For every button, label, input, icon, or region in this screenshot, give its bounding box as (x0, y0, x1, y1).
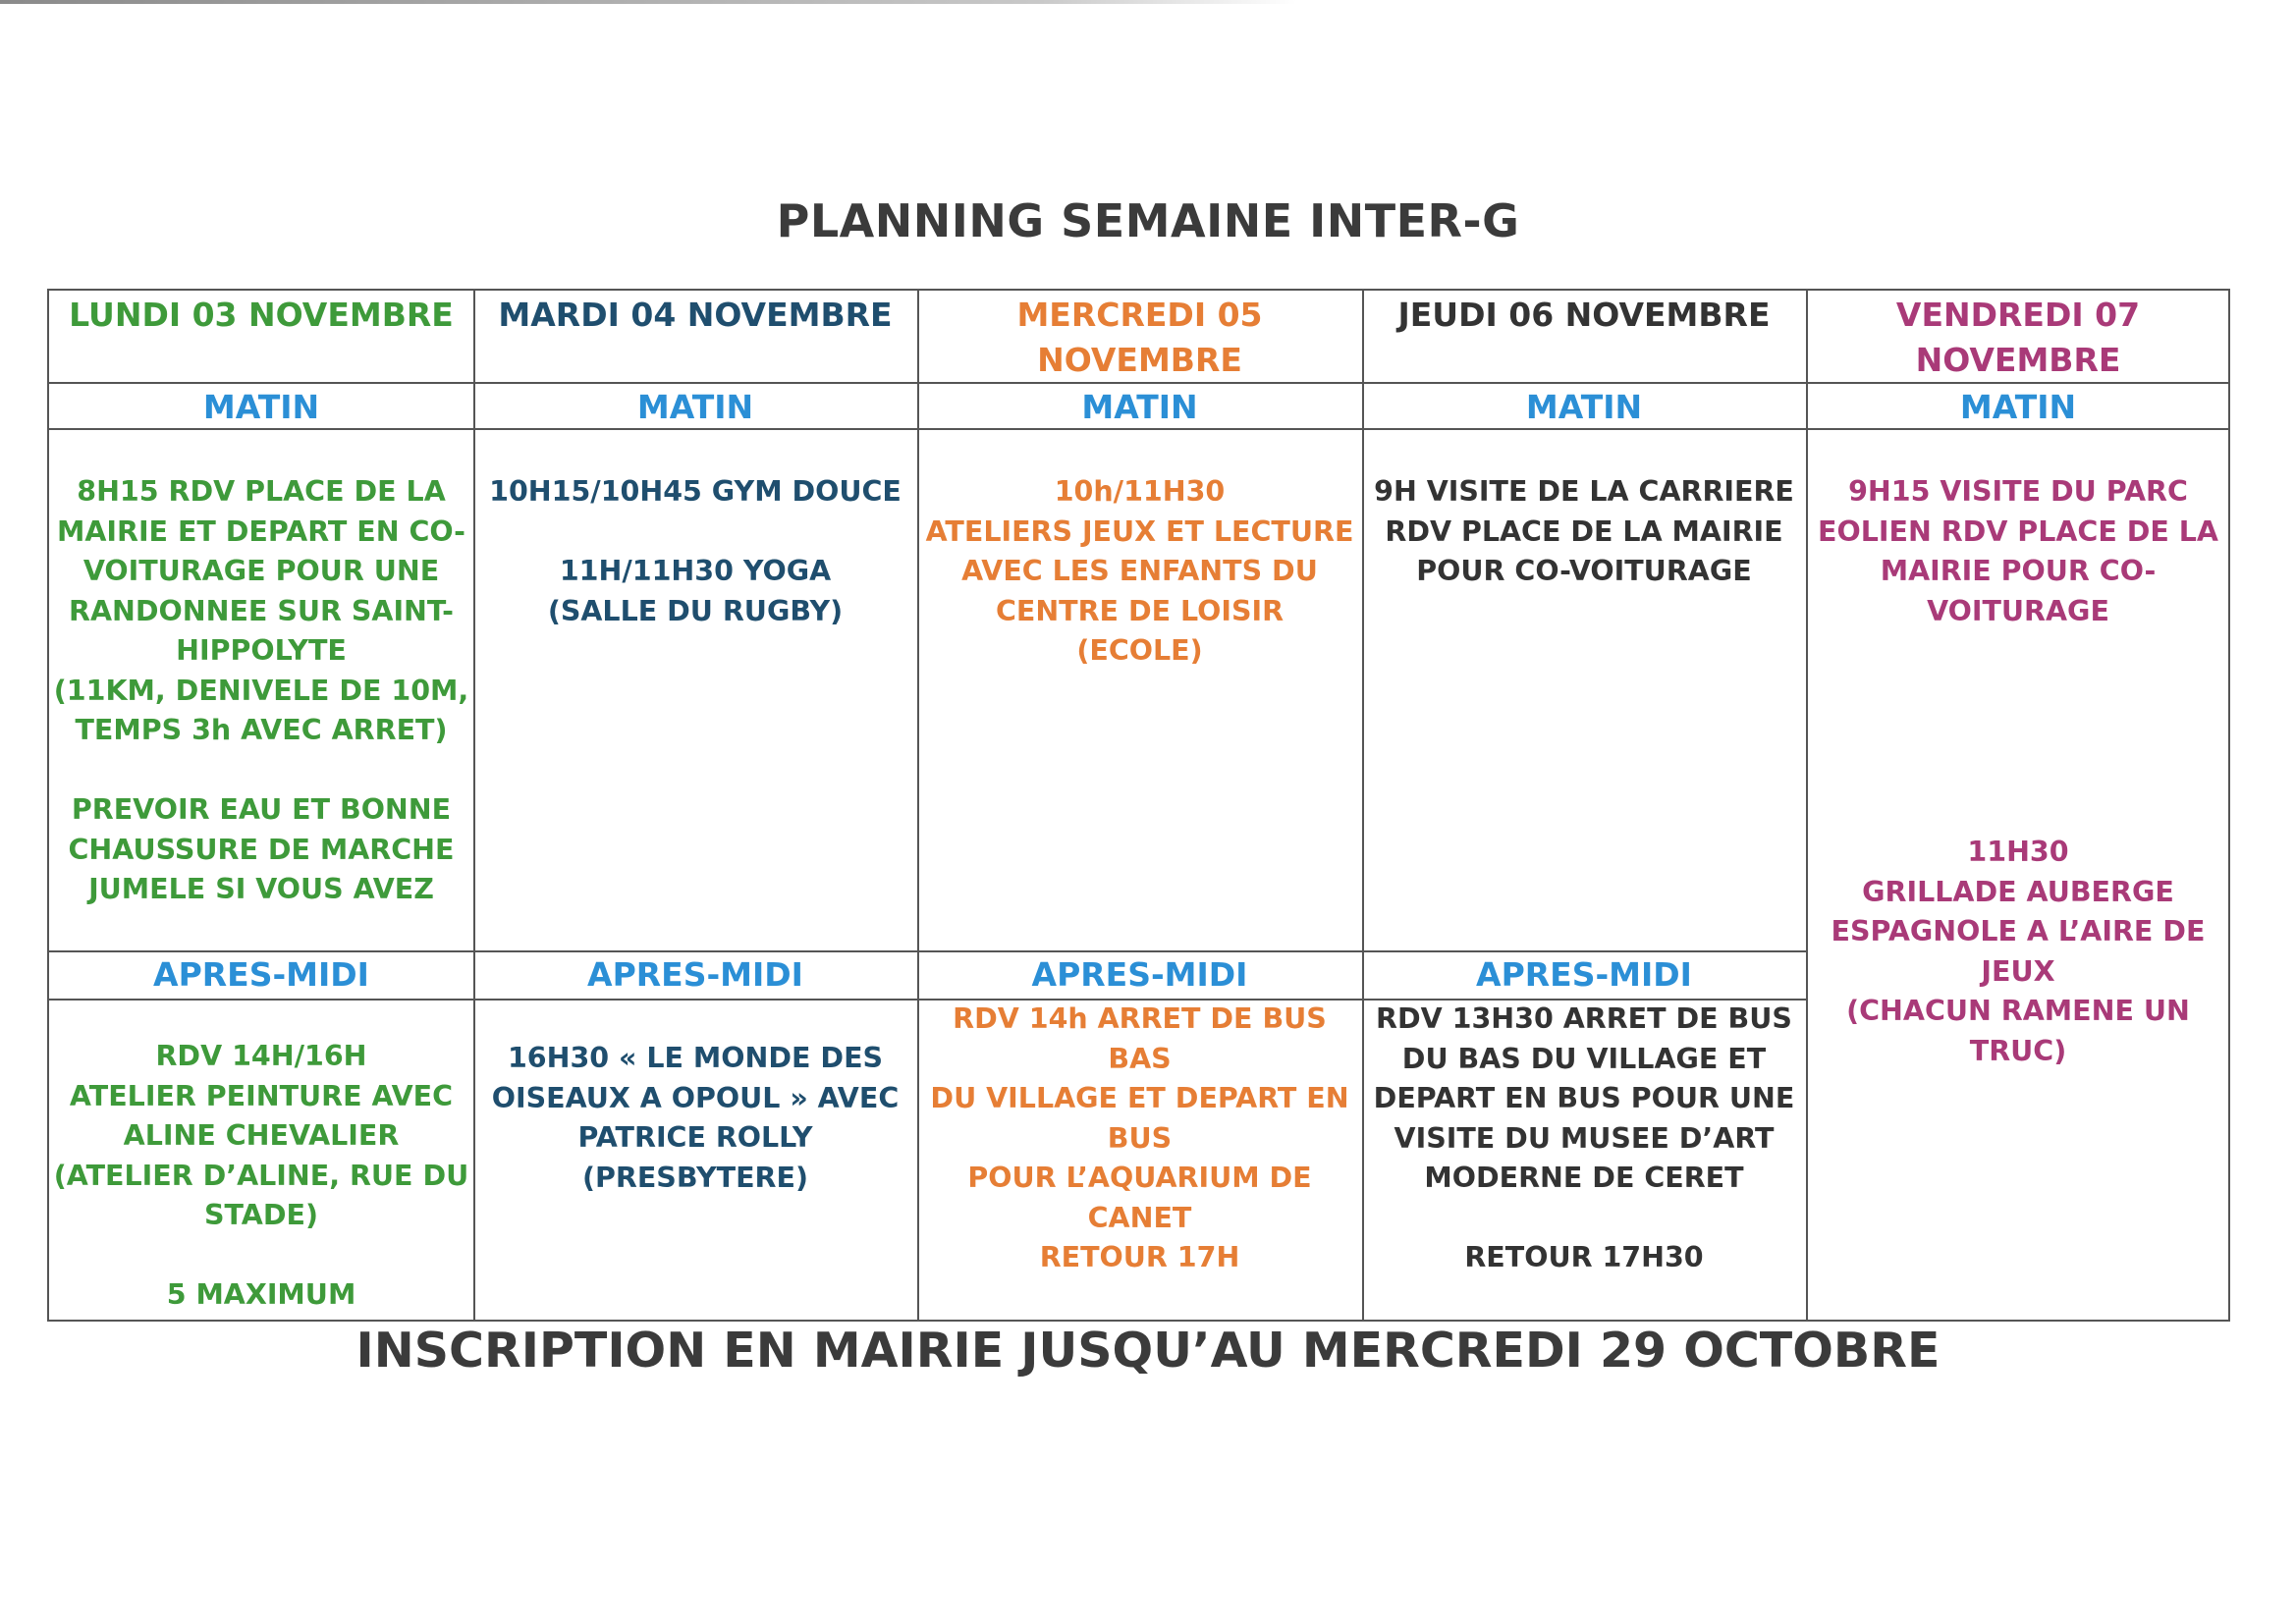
activity-friday-lunch: 11H30 GRILLADE AUBERGE ESPAGNOLE A L’AIRE DE JEUX (CHACUN RAMENE UN TRUC) (1831, 836, 2206, 1067)
day-header-monday: LUNDI 03 NOVEMBRE (69, 296, 454, 334)
activity-wednesday-morning: 10h/11H30 ATELIERS JEUX ET LECTURE AVEC LES ENFANTS DU CENTRE DE LOISIR (ECOLE) (925, 475, 1354, 667)
activity-friday-morning: 9H15 VISITE DU PARC EOLIEN RDV PLACE DE LA MAIRIE POUR CO- VOITURAGE (1818, 475, 2218, 627)
day-header-tuesday: MARDI 04 NOVEMBRE (498, 296, 893, 334)
registration-notice: INSCRIPTION EN MAIRIE JUSQU’AU MERCREDI 29 OCTOBRE (355, 1323, 1941, 1379)
activity-tuesday-afternoon: 16H30 « LE MONDE DES OISEAUX A OPOUL » AVEC PATRICE ROLLY (PRESBYTERE) (491, 1042, 900, 1194)
activity-tuesday-morning: 10H15/10H45 GYM DOUCE 11H/11H30 YOGA (SALLE DU RUGBY) (489, 475, 902, 627)
day-header-wednesday: MERCREDI 05 NOVEMBRE (1016, 296, 1263, 379)
column-divider (1806, 291, 1808, 1320)
period-label-morning: MATIN (202, 388, 320, 426)
period-label-morning: MATIN (1959, 388, 2077, 426)
day-header-thursday: JEUDI 06 NOVEMBRE (1397, 296, 1771, 334)
scan-edge (0, 0, 1296, 4)
period-label-morning: MATIN (1525, 388, 1643, 426)
activity-thursday-morning: 9H VISITE DE LA CARRIERE RDV PLACE DE LA MAIRIE POUR CO-VOITURAGE (1374, 475, 1794, 587)
period-label-afternoon: APRES-MIDI (587, 955, 803, 994)
period-label-morning: MATIN (1081, 388, 1198, 426)
period-label-afternoon: APRES-MIDI (1031, 955, 1248, 994)
period-label-afternoon: APRES-MIDI (1476, 955, 1692, 994)
period-label-afternoon: APRES-MIDI (153, 955, 369, 994)
page-title: PLANNING SEMAINE INTER-G (776, 194, 1520, 247)
activity-monday-morning: 8H15 RDV PLACE DE LA MAIRIE ET DEPART EN CO- VOITURAGE POUR UNE RANDONNEE SUR SAINT- HIPPOLYTE (11KM, DENIVELE DE 10M, TEMPS 3h AVEC ARRET) PREVOIR EAU ET BONNE CHAUSSURE DE MARCHE JUMELE SI VOUS AVEZ (53, 475, 469, 905)
day-header-friday: VENDREDI 07 NOVEMBRE (1895, 296, 2141, 379)
activity-monday-afternoon: RDV 14H/16H ATELIER PEINTURE AVEC ALINE CHEVALIER (ATELIER D’ALINE, RUE DU STADE) 5 MAXIMUM (53, 1040, 469, 1311)
activity-thursday-afternoon: RDV 13H30 ARRET DE BUS DU BAS DU VILLAGE ET DEPART EN BUS POUR UNE VISITE DU MUSEE D’ART MODERNE DE CERET RETOUR 17H30 (1373, 1002, 1795, 1273)
activity-wednesday-afternoon: RDV 14h ARRET DE BUS BAS DU VILLAGE ET DEPART EN BUS POUR L’AQUARIUM DE CANET RETOUR 17H (930, 1002, 1349, 1273)
period-label-morning: MATIN (636, 388, 754, 426)
schedule-table (47, 289, 2230, 1322)
